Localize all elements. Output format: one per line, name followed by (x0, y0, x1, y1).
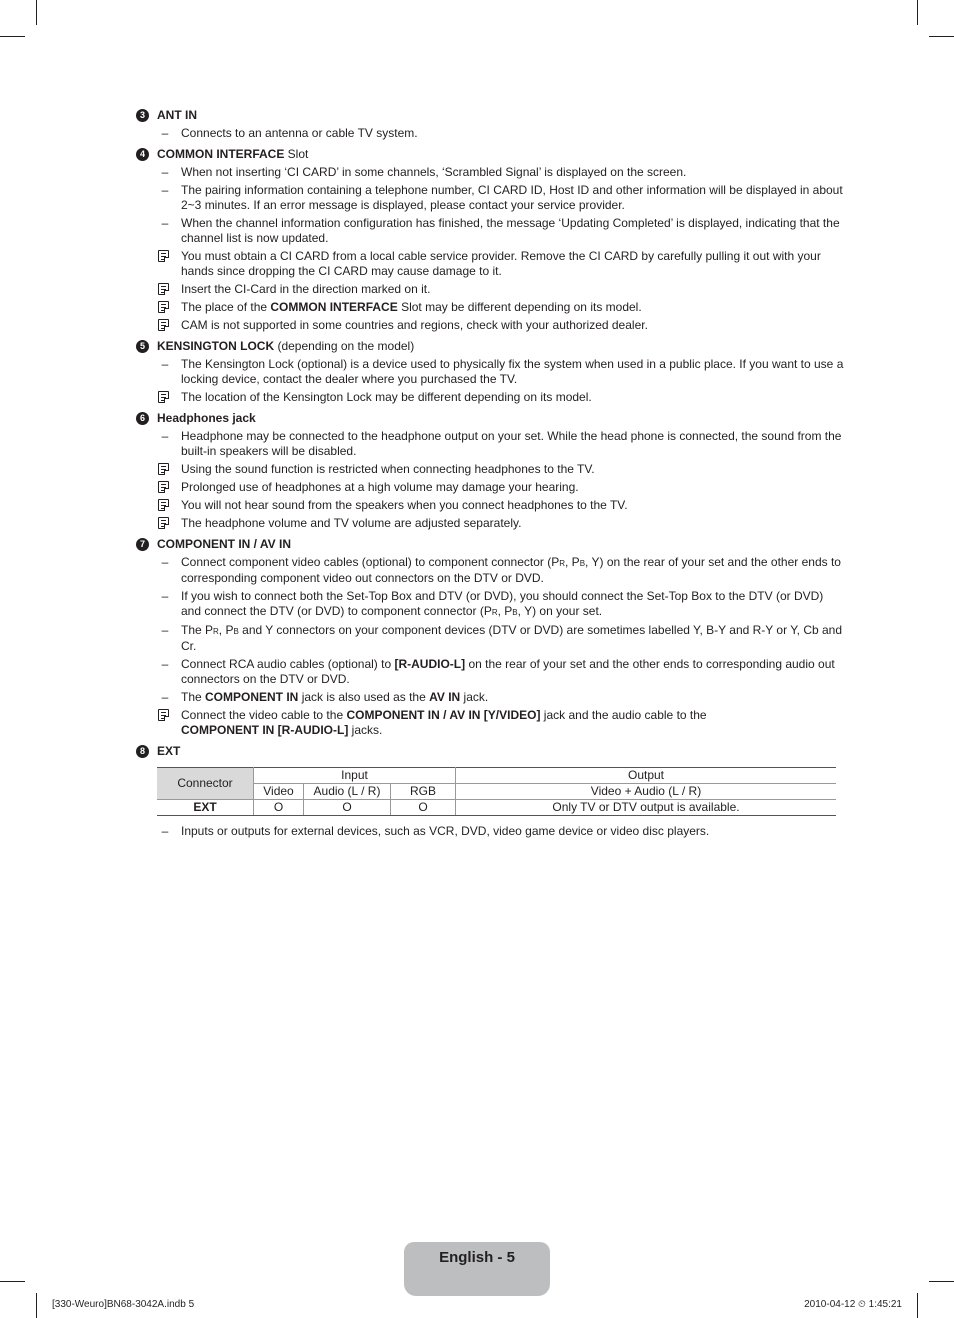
note-item (136, 300, 846, 315)
note-text: Prolonged use of headphones at a high volume may damage your hearing. (181, 480, 579, 494)
dash-bullet: – (161, 555, 169, 569)
cell-rgb: O (391, 800, 456, 816)
header-rgb: RGB (391, 784, 456, 800)
bold-text: COMPONENT IN [R-AUDIO-L] (181, 723, 349, 737)
page-number-label: English - 5 (439, 1249, 515, 1266)
subscript: R (491, 608, 498, 617)
table-row (157, 800, 836, 816)
section-title-suffix: Slot (284, 147, 309, 161)
note-icon (158, 481, 169, 493)
text-part: jacks. (348, 723, 383, 737)
section-heading-common-interface (136, 147, 846, 162)
cell-video: O (254, 800, 304, 816)
text-part: If you wish to connect both the Set-Top Box and DTV (or DVD), you should connect the Set-Top Box to the DTV (or DVD) and connect the DTV (or DVD) to component connector (P (181, 589, 824, 618)
section-number-badge: 4 (136, 148, 149, 161)
list-item (136, 216, 846, 246)
text-part: Connect the video cable to the (181, 708, 347, 722)
section-title-suffix: (depending on the model) (274, 339, 415, 353)
page-number-tab (404, 1242, 550, 1296)
crop-mark (0, 1281, 25, 1282)
crop-mark (36, 0, 37, 25)
note-icon (158, 250, 169, 262)
header-output-sub: Video + Audio (L / R) (456, 784, 837, 800)
crop-mark (36, 1293, 37, 1318)
text-part: on the rear of your set and the other ends to corresponding audio out connectors on the DTV or DVD. (181, 657, 835, 686)
note-icon (158, 709, 169, 721)
note-item (136, 516, 846, 531)
text-part: and Y connectors on your component devices (DTV or DVD) are sometimes labelled Y, B-Y and R-Y or Y, Cb and Cr. (181, 623, 843, 653)
print-slug-filename: [330-Weuro]BN68-3042A.indb 5 (52, 1299, 195, 1310)
note-icon (158, 517, 169, 529)
text-part: The place of the (181, 300, 271, 314)
list-item (136, 429, 846, 459)
dash-bullet: – (161, 824, 169, 838)
item-text (181, 589, 823, 618)
dash-bullet: – (161, 589, 169, 603)
section-heading-headphones-jack (136, 411, 846, 426)
section-title: COMPONENT IN / AV IN (157, 537, 292, 551)
item-text: When the channel information configuration has finished, the message ‘Updating Completed’ is displayed, indicating that the channel list is now updated. (181, 216, 840, 245)
subscript: B (579, 559, 586, 568)
note-text: You must obtain a CI CARD from a local cable service provider. Remove the CI CARD by carefully pulling it out with your hands since dropping the CI CARD may cause damage to it. (181, 249, 821, 278)
note-item (136, 462, 846, 477)
note-text (181, 708, 707, 737)
note-item (136, 708, 846, 738)
text-part: jack. (460, 690, 489, 704)
list-item (136, 357, 846, 387)
note-item (136, 282, 846, 297)
item-text (181, 555, 841, 585)
note-icon (158, 283, 169, 295)
note-item (136, 249, 846, 279)
bold-text: COMPONENT IN / AV IN [Y/VIDEO] (346, 708, 541, 722)
list-item (136, 657, 846, 687)
bold-text: [R-AUDIO-L] (394, 657, 466, 671)
text-part: The P (181, 623, 214, 637)
section-number-badge: 5 (136, 340, 149, 353)
note-icon (158, 499, 169, 511)
print-slug-timestamp: 2010-04-12 ⏲ 1:45:21 (804, 1299, 902, 1310)
note-item (136, 318, 846, 333)
header-output: Output (456, 768, 837, 784)
text-part: , P (497, 604, 513, 618)
section-heading-ant-in (136, 108, 846, 123)
section-title: COMMON INTERFACE (157, 147, 285, 161)
item-text: The Kensington Lock (optional) is a device used to physically fix the system when used in a public place. If you want to use a locking device, contact the dealer where you purchased the TV. (181, 357, 844, 386)
text-part: Connect RCA audio cables (optional) to (181, 657, 395, 671)
dash-bullet: – (161, 183, 169, 197)
dash-bullet: – (161, 165, 169, 179)
bold-text: COMPONENT IN (205, 690, 299, 704)
header-connector: Connector (157, 768, 254, 800)
list-item (136, 589, 846, 620)
section-title: EXT (157, 744, 181, 758)
item-text: Inputs or outputs for external devices, such as VCR, DVD, video game device or video disc players. (181, 824, 710, 838)
cell-connector-name: EXT (157, 800, 254, 816)
subscript: R (559, 559, 566, 568)
section-number-badge: 3 (136, 109, 149, 122)
cell-output: Only TV or DTV output is available. (456, 800, 837, 816)
text-part: jack and the audio cable to the (540, 708, 707, 722)
text-part: , Y) on the rear of your set and the other ends to corresponding component video out connectors on the DTV or DVD. (181, 555, 841, 585)
list-item (136, 690, 846, 705)
text-part: , Y) on your set. (517, 604, 603, 618)
note-icon (158, 301, 169, 313)
dash-bullet: – (161, 429, 169, 443)
note-text: Insert the CI-Card in the direction marked on it. (181, 282, 431, 296)
note-item (136, 480, 846, 495)
ext-connector-table (157, 767, 836, 816)
note-item (136, 498, 846, 513)
text-part: Slot may be different depending on its model. (397, 300, 642, 314)
note-item (136, 390, 846, 405)
dash-bullet: – (161, 623, 169, 637)
crop-mark (917, 0, 918, 25)
text-part: , P (565, 555, 580, 569)
item-text (181, 657, 835, 686)
section-number-badge: 8 (136, 745, 149, 758)
section-heading-component-in (136, 537, 846, 552)
note-text (181, 300, 642, 314)
list-item (136, 165, 846, 180)
list-item (136, 623, 846, 654)
note-icon (158, 319, 169, 331)
bold-text: AV IN (429, 690, 461, 704)
item-text: Connects to an antenna or cable TV system. (181, 126, 418, 140)
item-text (181, 690, 488, 704)
dash-bullet: – (161, 216, 169, 230)
item-text: When not inserting ‘CI CARD’ in some channels, ‘Scrambled Signal’ is displayed on the screen. (181, 165, 687, 179)
subscript: R (213, 627, 219, 636)
note-text: You will not hear sound from the speakers when you connect headphones to the TV. (181, 498, 628, 512)
list-item (136, 555, 846, 586)
bold-text: COMMON INTERFACE (270, 300, 398, 314)
section-heading-kensington-lock (136, 339, 846, 354)
header-video: Video (254, 784, 304, 800)
section-title: ANT IN (157, 108, 197, 122)
section-title: Headphones jack (157, 411, 256, 425)
item-text: Headphone may be connected to the headphone output on your set. While the head phone is connected, the sound from the built-in speakers will be disabled. (181, 429, 842, 458)
item-text: The pairing information containing a telephone number, CI CARD ID, Host ID and other information will be displayed in about 2~3 minutes. If an error message is displayed, please contact your service provider. (181, 183, 843, 212)
section-title: KENSINGTON LOCK (157, 339, 275, 353)
crop-mark (917, 1293, 918, 1318)
note-text: CAM is not supported in some countries and regions, check with your authorized dealer. (181, 318, 648, 332)
item-text (181, 623, 842, 653)
cell-audio: O (304, 800, 391, 816)
note-icon (158, 391, 169, 403)
dash-bullet: – (161, 690, 169, 704)
section-number-badge: 7 (136, 538, 149, 551)
dash-bullet: – (161, 357, 169, 371)
manual-content (136, 108, 846, 842)
dash-bullet: – (161, 657, 169, 671)
list-item (136, 824, 846, 839)
list-item (136, 126, 846, 141)
crop-mark (929, 1281, 954, 1282)
note-icon (158, 463, 169, 475)
text-part: Connect component video cables (optional) to component connector (P (181, 555, 560, 569)
text-part: , P (218, 623, 234, 637)
note-text: The location of the Kensington Lock may be different depending on its model. (181, 390, 592, 404)
subscript: B (512, 608, 518, 617)
crop-mark (929, 36, 954, 37)
note-text: Using the sound function is restricted when connecting headphones to the TV. (181, 462, 595, 476)
text-part: The (181, 690, 206, 704)
section-number-badge: 6 (136, 412, 149, 425)
header-input: Input (254, 768, 456, 784)
note-text: The headphone volume and TV volume are adjusted separately. (181, 516, 522, 530)
subscript: B (233, 627, 239, 636)
text-part: jack is also used as the (298, 690, 430, 704)
table-subheader-row (157, 784, 836, 800)
crop-mark (0, 36, 25, 37)
section-heading-ext (136, 744, 846, 759)
dash-bullet: – (161, 126, 169, 140)
list-item (136, 183, 846, 213)
table-header-row (157, 768, 836, 784)
header-audio: Audio (L / R) (304, 784, 391, 800)
